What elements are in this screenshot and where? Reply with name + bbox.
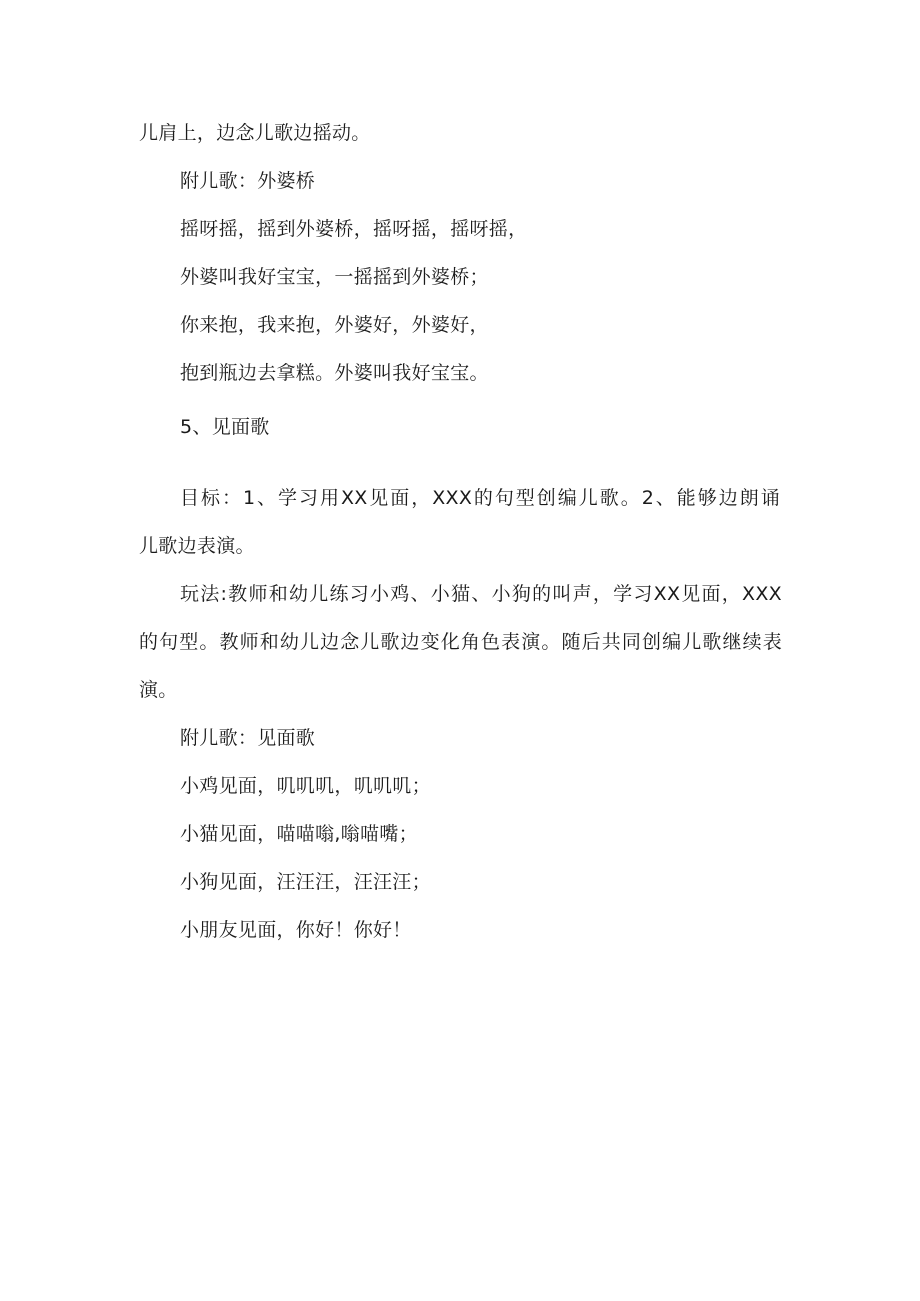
play-paragraph-line: 玩法:教师和幼儿练习小鸡、小猫、小狗的叫声，学习XX见面，XXX <box>180 583 782 605</box>
section-heading: 5、见面歌 <box>180 416 270 438</box>
paragraph-line: 儿肩上，边念儿歌边摇动。 <box>139 122 371 144</box>
song-lyric-line: 小鸡见面，叽叽叽，叽叽叽； <box>180 775 431 797</box>
play-paragraph-line: 演。 <box>139 679 178 701</box>
song-lyric-line: 小猫见面，喵喵嗡,嗡喵嘴； <box>180 823 418 845</box>
song-lyric-line: 小朋友见面，你好！你好！ <box>180 919 412 941</box>
song-lyric-line: 你来抱，我来抱，外婆好，外婆好， <box>180 314 489 336</box>
song-lyric-line: 抱到瓶边去拿糕。外婆叫我好宝宝。 <box>180 362 489 384</box>
song-heading: 附儿歌：外婆桥 <box>180 170 316 192</box>
song-lyric-line: 外婆叫我好宝宝，一摇摇到外婆桥； <box>180 266 489 288</box>
goal-paragraph-line: 目标：1、学习用XX见面，XXX的句型创编儿歌。2、能够边朗诵 <box>180 487 780 509</box>
song-heading: 附儿歌：见面歌 <box>180 727 316 749</box>
song-lyric-line: 小狗见面，汪汪汪，汪汪汪； <box>180 871 431 893</box>
song-lyric-line: 摇呀摇，摇到外婆桥，摇呀摇，摇呀摇， <box>180 218 528 240</box>
goal-paragraph-line: 儿歌边表演。 <box>139 535 255 557</box>
play-paragraph-line: 的句型。教师和幼儿边念儿歌边变化角色表演。随后共同创编儿歌继续表 <box>139 631 782 653</box>
